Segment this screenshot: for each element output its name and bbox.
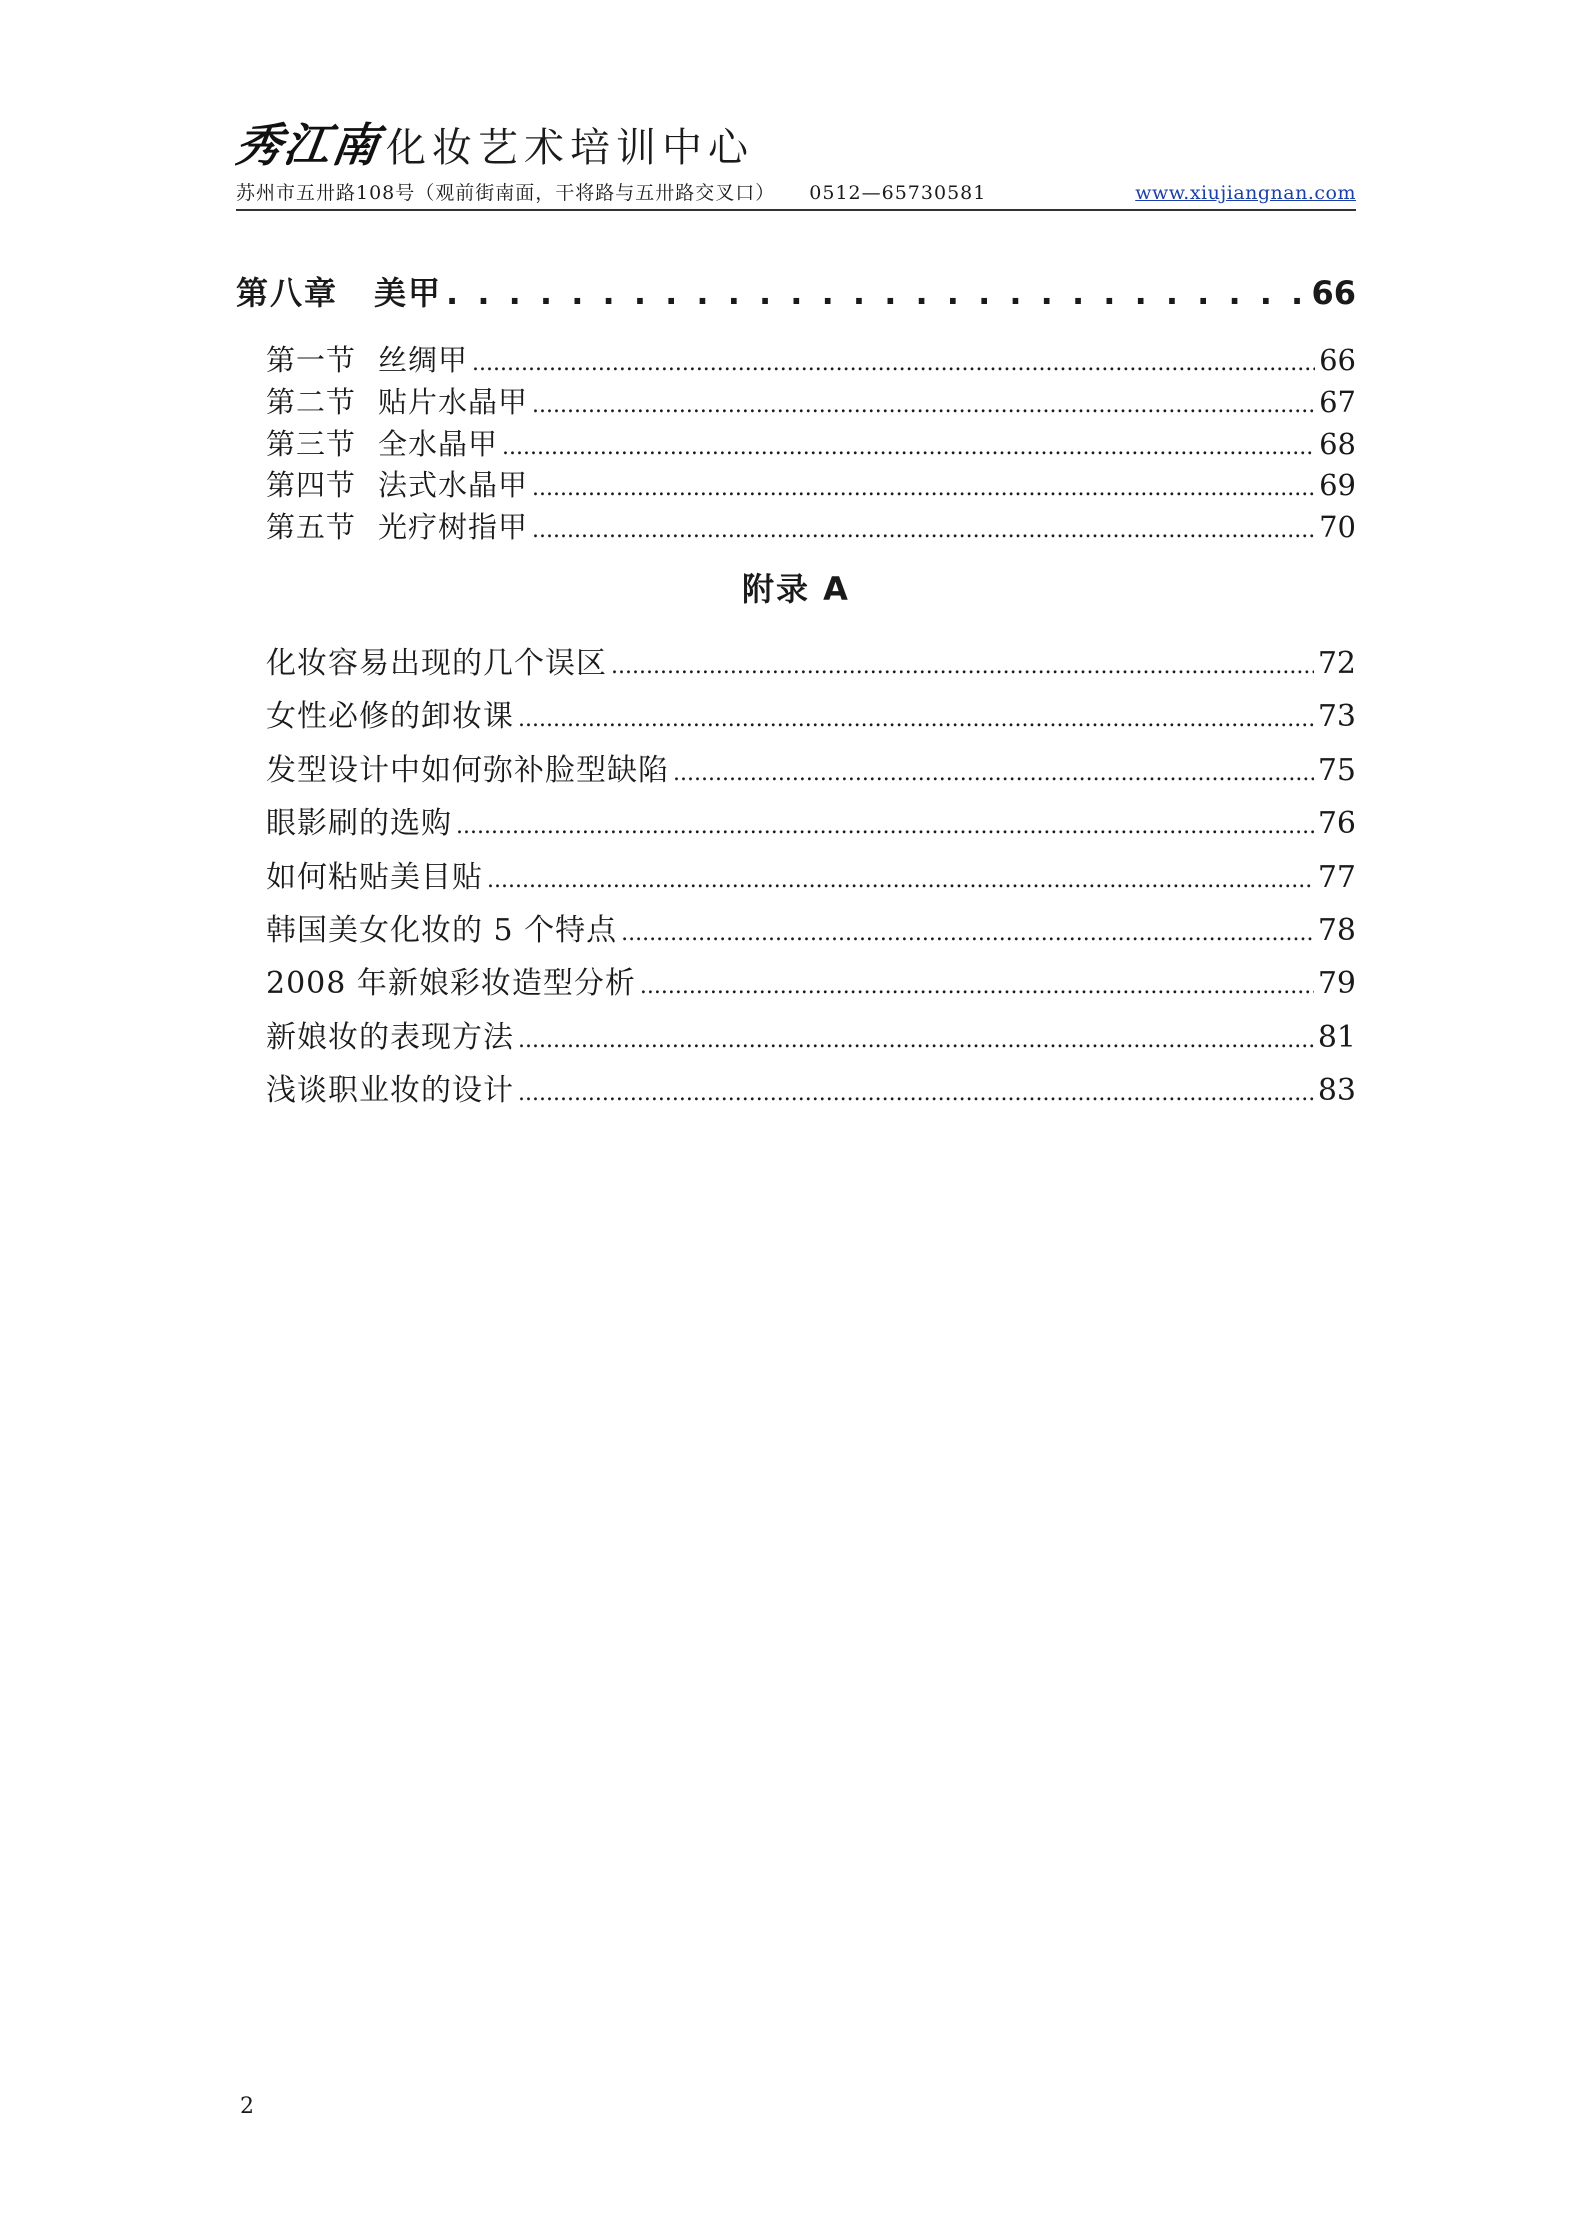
toc-appendix-entry[interactable] <box>266 745 1356 789</box>
appendix-item-page-number: 78 <box>1317 913 1356 948</box>
appendix-item-title: 2008 年新娘彩妆造型分析 <box>266 966 636 1001</box>
dot-leader <box>532 468 1315 502</box>
toc-appendix-entry[interactable] <box>266 852 1356 896</box>
section-title: 光疗树指甲 <box>378 510 529 544</box>
toc-section-entry[interactable] <box>266 338 1356 379</box>
dot-leader <box>611 646 1314 681</box>
toc-chapter-entry[interactable] <box>236 268 1356 314</box>
section-number: 第二节 <box>266 385 357 419</box>
toc-section-label <box>266 338 468 379</box>
appendix-item-title: 女性必修的卸妆课 <box>266 699 514 734</box>
page-number: 2 <box>240 2094 254 2119</box>
toc-appendix-entry[interactable] <box>266 691 1356 735</box>
chapter-number: 第八章 <box>236 274 339 312</box>
section-title: 贴片水晶甲 <box>378 385 529 419</box>
toc-section-label <box>266 422 498 463</box>
dot-leader <box>502 427 1315 461</box>
header-divider <box>236 209 1356 211</box>
toc-section-entry[interactable] <box>266 422 1356 463</box>
header-address: 苏州市五卅路108号（观前街南面，干将路与五卅路交叉口） <box>236 182 776 204</box>
page-header <box>232 108 1356 211</box>
section-number: 第五节 <box>266 510 357 544</box>
dot-leader <box>487 860 1314 895</box>
dot-leader <box>640 966 1314 1001</box>
toc-section-label <box>266 380 528 421</box>
dot-leader <box>472 343 1315 377</box>
section-title: 丝绸甲 <box>378 343 469 377</box>
dot-leader <box>456 806 1314 841</box>
appendix-item-title: 如何粘贴美目贴 <box>266 860 483 895</box>
toc-section-label <box>266 505 528 546</box>
appendix-item-page-number: 72 <box>1317 646 1356 681</box>
appendix-item-page-number: 81 <box>1317 1020 1356 1055</box>
appendix-item-title: 浅谈职业妆的设计 <box>266 1073 514 1108</box>
toc-appendix-entry[interactable] <box>266 1065 1356 1109</box>
toc-section-entry[interactable] <box>266 463 1356 504</box>
toc-section-entry[interactable] <box>266 505 1356 546</box>
section-page-number: 69 <box>1319 468 1356 502</box>
appendix-item-title: 化妆容易出现的几个误区 <box>266 646 607 681</box>
appendix-item-page-number: 83 <box>1317 1073 1356 1108</box>
appendix-item-title: 发型设计中如何弥补脸型缺陷 <box>266 753 669 788</box>
chapter-title: 美甲 <box>374 274 443 312</box>
toc-section-entry[interactable] <box>266 380 1356 421</box>
header-info-row <box>236 178 1356 205</box>
section-page-number: 70 <box>1319 510 1356 544</box>
appendix-item-page-number: 76 <box>1317 806 1356 841</box>
dot-leader <box>532 510 1315 544</box>
dot-leader <box>621 913 1314 948</box>
appendix-item-page-number: 73 <box>1317 699 1356 734</box>
toc-appendix-entry[interactable] <box>266 798 1356 842</box>
chapter-page-number: 66 <box>1311 274 1356 312</box>
header-website-link[interactable]: www.xiujiangnan.com <box>1135 182 1356 204</box>
section-title: 法式水晶甲 <box>378 468 529 502</box>
header-title-row <box>232 108 1356 172</box>
dot-leader <box>518 699 1314 734</box>
appendix-heading: 附录 A <box>742 570 850 608</box>
toc-appendix-entry[interactable] <box>266 958 1356 1002</box>
appendix-item-title: 韩国美女化妆的 5 个特点 <box>266 913 618 948</box>
section-title: 全水晶甲 <box>378 427 499 461</box>
toc-chapter-label <box>236 268 442 314</box>
section-number: 第一节 <box>266 343 357 377</box>
toc-appendix-entry[interactable] <box>266 638 1356 682</box>
center-name: 化妆艺术培训中心 <box>386 125 754 171</box>
section-page-number: 68 <box>1319 427 1356 461</box>
dot-leader <box>518 1073 1314 1108</box>
section-page-number: 66 <box>1319 343 1356 377</box>
section-number: 第三节 <box>266 427 357 461</box>
appendix-item-title: 新娘妆的表现方法 <box>266 1020 514 1055</box>
toc-section-label <box>266 463 528 504</box>
section-number: 第四节 <box>266 468 357 502</box>
dot-leader <box>518 1020 1314 1055</box>
appendix-item-title: 眼影刷的选购 <box>266 806 452 841</box>
appendix-item-page-number: 77 <box>1317 860 1356 895</box>
appendix-item-page-number: 75 <box>1317 753 1356 788</box>
dot-leader <box>673 753 1314 788</box>
header-phone: 0512—65730581 <box>809 182 987 204</box>
dot-leader <box>532 385 1315 419</box>
brand-logo: 秀江南 <box>232 118 384 172</box>
dot-leader <box>446 274 1307 312</box>
section-page-number: 67 <box>1319 385 1356 419</box>
appendix-item-page-number: 79 <box>1317 966 1356 1001</box>
toc-appendix-entry[interactable] <box>266 1012 1356 1056</box>
toc-appendix-entry[interactable] <box>266 905 1356 949</box>
